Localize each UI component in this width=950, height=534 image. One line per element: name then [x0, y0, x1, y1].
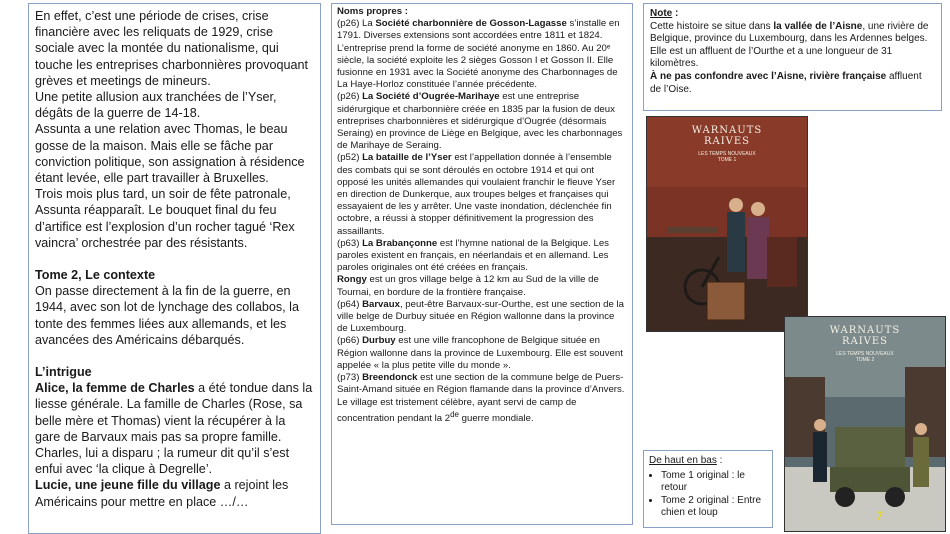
covers-caption-box	[643, 450, 773, 528]
entry-yser: (p52) La bataille de l’Yser est l’appellation donnée à l’ensemble des combats qui se sont déroulés en octobre 1914 et qui ont opposé les unités allemandes qui voulaient franchir le fleuve Yser en direction de Dunkerque, aux troupes belges et françaises qui essayaient de les y arrêter. Une vaste inondation, déclenchée fin octobre, a réussi à stopper définitivement la progression des assaillants.	[337, 152, 616, 237]
note-box	[643, 3, 942, 111]
heading-tome2: Tome 2, Le contexte	[35, 268, 156, 283]
paragraph-lucie: Lucie, une jeune fille du village a rejoint les Américains pour mettre en place …/…	[35, 478, 289, 509]
proper-names-title: Noms propres :	[337, 6, 408, 17]
cover-tome2-series: WARNAUTS RAIVES	[829, 325, 901, 347]
caption-item-tome1: • Tome 1 original : le retour	[661, 470, 767, 495]
entry-breendonck: (p73) Breendonck est une section de la commune belge de Puers-Saint-Amand située en Région flamande dans la province d’Anvers. Le village est tristement célèbre, ayant servi de camp de concentration pendant la 2de guerre mondiale.	[337, 372, 625, 424]
left-text-column	[28, 3, 321, 534]
cover-tome2-subtitle: LES TEMPS NOUVEAUX TOME 2	[836, 351, 894, 363]
caption-list	[649, 470, 767, 520]
cover-tome1-image	[646, 116, 808, 332]
paragraph-contexte: On passe directement à la fin de la guerre, en 1944, avec son lot de lynchage des collabos, la tonte des femmes liées aux allemands, et les avancées des Américains débarqués.	[35, 284, 299, 347]
cover-tome1-subtitle: LES TEMPS NOUVEAUX TOME 1	[698, 151, 756, 163]
note-title: Note :	[650, 8, 679, 19]
heading-intrigue: L’intrigue	[35, 365, 92, 380]
caption-item-tome2: • Tome 2 original : Entre chien et loup	[661, 495, 767, 520]
page-number: 7	[876, 509, 883, 523]
cover-tome2-illustration	[785, 317, 945, 531]
entry-barvaux: (p64) Barvaux, peut-être Barvaux-sur-Ourthe, est une section de la ville belge de Durbuy située en Région wallonne dans la province de Luxembourg.	[337, 298, 624, 335]
paragraph-fete: Trois mois plus tard, un soir de fête patronale, Assunta réapparaît. Le bouquet final du feu d’artifice est l’explosion d’un rocher tagué ‘Rex vaincra’ orchestrée par des résistants.	[35, 187, 295, 250]
cover-tome1-series: WARNAUTS RAIVES	[691, 125, 763, 147]
entry-durbuy: (p66) Durbuy est une ville francophone de Belgique située en Région wallonne dans la province de Luxembourg. Elle est souvent appelée « la plus petite ville du monde ».	[337, 335, 623, 371]
entry-ougree: (p26) La Société d’Ougrée-Marihaye est une entreprise sidérurgique et charbonnière créée en 1835 par la fusion de deux entreprises charbonnières et sidérurgique d’Ougrée (désormais Seraing) en province de Liège en Belgique, avec les charbonnages de Marihaye de Seraing.	[337, 91, 623, 152]
paragraph-alice: Alice, la femme de Charles a été tondue dans la liesse générale. La famille de Charles (Rose, sa belle mère et Thomas) vient la récupérer à la gare de Barvaux mais pas sa propre famille.	[35, 381, 313, 444]
caption-title: De haut en bas :	[649, 455, 723, 466]
entry-rongy: Rongy est un gros village belge à 12 km au Sud de la ville de Tournai, en bordure de la frontière française.	[337, 274, 599, 298]
paragraph-assunta: Assunta a une relation avec Thomas, le beau gosse de la maison. Mais elle se fâche par conviction politique, son assignation à résidence étant levée, elle part travailler à Bruxelles.	[35, 122, 305, 186]
paragraph-yser: Une petite allusion aux tranchées de l’Yser, dégâts de la guerre de 14-18.	[35, 90, 277, 121]
cover-tome2-image	[784, 316, 946, 532]
entry-gosson: (p26) La Société charbonnière de Gosson-Lagasse s’installe en 1791. Diverses extensions sont accordées entre 1811 et 1824. L’entreprise prend la forme de société anonyme en 1860. Au 20ᵉ siècle, la société exploite les 2 sièges Gosson I et Gosson II. Elle fusionne en 1931 avec la Société anonyme des Charbonnages de La Haye-Horloz constituée l’année précédente.	[337, 18, 620, 91]
note-warning: À ne pas confondre avec l’Aisne, rivière française affluent de l’Oise.	[650, 70, 922, 95]
proper-names-column	[331, 3, 633, 525]
cover-tome1-illustration	[647, 117, 807, 331]
paragraph-crises: En effet, c’est une période de crises, crise financière avec les reliquats de 1929, crise sociale avec la montée du nationalisme, qui touche les entreprises charbonnières provoquant grèves et meetings de mineurs.	[35, 9, 309, 88]
note-text: Cette histoire se situe dans la vallée de l’Aisne, une rivière de Belgique, province du Luxembourg, dans les Ardennes belges. Elle est un affluent de l’Ourthe et a une longueur de 31 kilomètres.	[650, 20, 929, 70]
paragraph-charles: Charles, lui a disparu ; la rumeur dit qu’il s’est enfui avec ‘la clique à Degrelle’.	[35, 446, 290, 477]
entry-brabanconne: (p63) La Brabançonne est l’hymne national de la Belgique. Les paroles existent en français, en néerlandais et en allemand. Les paroles originales ont été créées en français.	[337, 237, 609, 274]
